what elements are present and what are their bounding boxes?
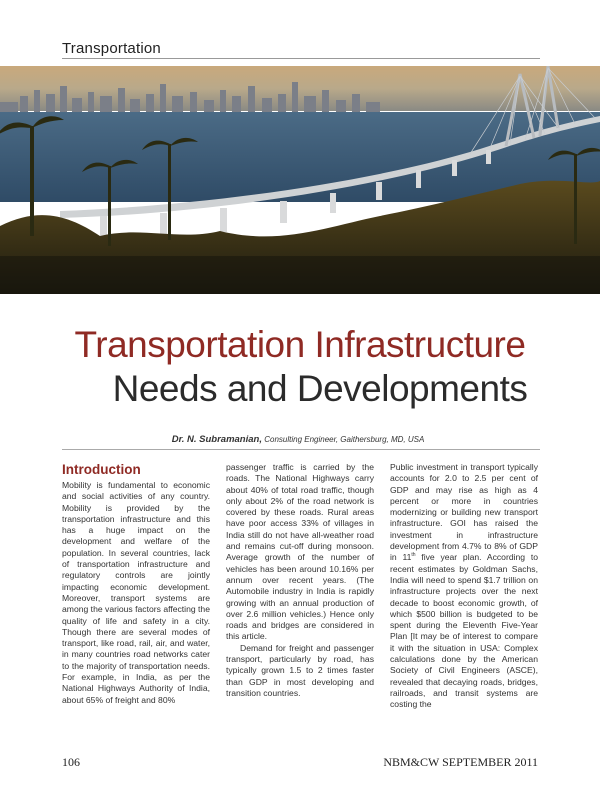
col3-text-part1: Public investment in transport typically accounts for 2.0 to 2.5 per cent of GDP and may rise as high as 4 percent or more in countries modernizing or building new transport infrastructure. GOI has raised the investment in infrastructure development from 4.7% to 8% of GDP in 11 bbox=[390, 462, 538, 563]
column-3 bbox=[390, 462, 538, 711]
col2-paragraph-2: Demand for freight and passenger transport, particularly by road, has typically grown 1.5 to 2 times faster than GDP in most developing and transition countries. bbox=[226, 642, 374, 698]
column-1 bbox=[62, 462, 210, 706]
hero-photo bbox=[0, 66, 600, 294]
column-2 bbox=[226, 462, 374, 699]
col3-text-part2: five year plan. According to recent estimates by Goldman Sachs, India will need to spend $1.7 trillion on infrastructure projects over the next decade to boost economic growth, of which $500 billion is budgeted to be spent during the Eleventh Five-Year Plan [It may be of interest to compare it with the situation in USA: Complex calculations done by the American Society of Civil Engineers (ASCE), revealed that decaying roads, bridges, railroads, and transit systems are costing the bbox=[390, 552, 538, 710]
col3-superscript: th bbox=[411, 552, 416, 559]
byline bbox=[62, 434, 534, 445]
col3-paragraph bbox=[390, 462, 538, 711]
page-number: 106 bbox=[62, 755, 80, 769]
section-tag-rule bbox=[62, 58, 540, 59]
col1-paragraph: Mobility is fundamental to economic and social activities of any country. Mobility is provided by the transportation infrastructure and this has a huge impact on the development and welfare of the population. In several countries, lack of transportation infrastructure and regulatory controls are jointly impacting economic development. Moreover, transport systems are among the various factors affecting the quality of life and safety in a city. Though there are several modes of transport, like road, rail, air, and water, in many countries road networks cater to the majority of transportation needs. For example, in India, as per the National Highways Authority of India, about 65% of freight and 80% bbox=[62, 480, 210, 705]
title-line-1: Transportation Infrastructure bbox=[74, 324, 526, 365]
issue-label: NBM&CW SEPTEMBER 2011 bbox=[383, 755, 538, 769]
col2-paragraph-1: passenger traffic is carried by the roads. The National Highways carry about 40% of total road traffic, though only about 2% of the road network is covered by these roads. Rural areas have poor access 33% of villages in India still do not have all-weather road and remains cut-off during monsoon. Average growth of the number of vehicles has been around 10.16% per annum over recent years. (The Automobile industry in India is rapidly growing with an annual production of over 2.6 million vehicles.) Hence only roads and bridges are considered in this article. bbox=[226, 462, 374, 642]
byline-rule bbox=[62, 449, 540, 450]
intro-heading: Introduction bbox=[62, 462, 141, 477]
author-name: Dr. N. Subramanian, bbox=[171, 434, 262, 445]
author-affiliation: Consulting Engineer, Gaithersburg, MD, USA bbox=[264, 435, 425, 444]
title-line-2: Needs and Developments bbox=[112, 368, 528, 409]
section-tag: Transportation bbox=[62, 40, 161, 57]
